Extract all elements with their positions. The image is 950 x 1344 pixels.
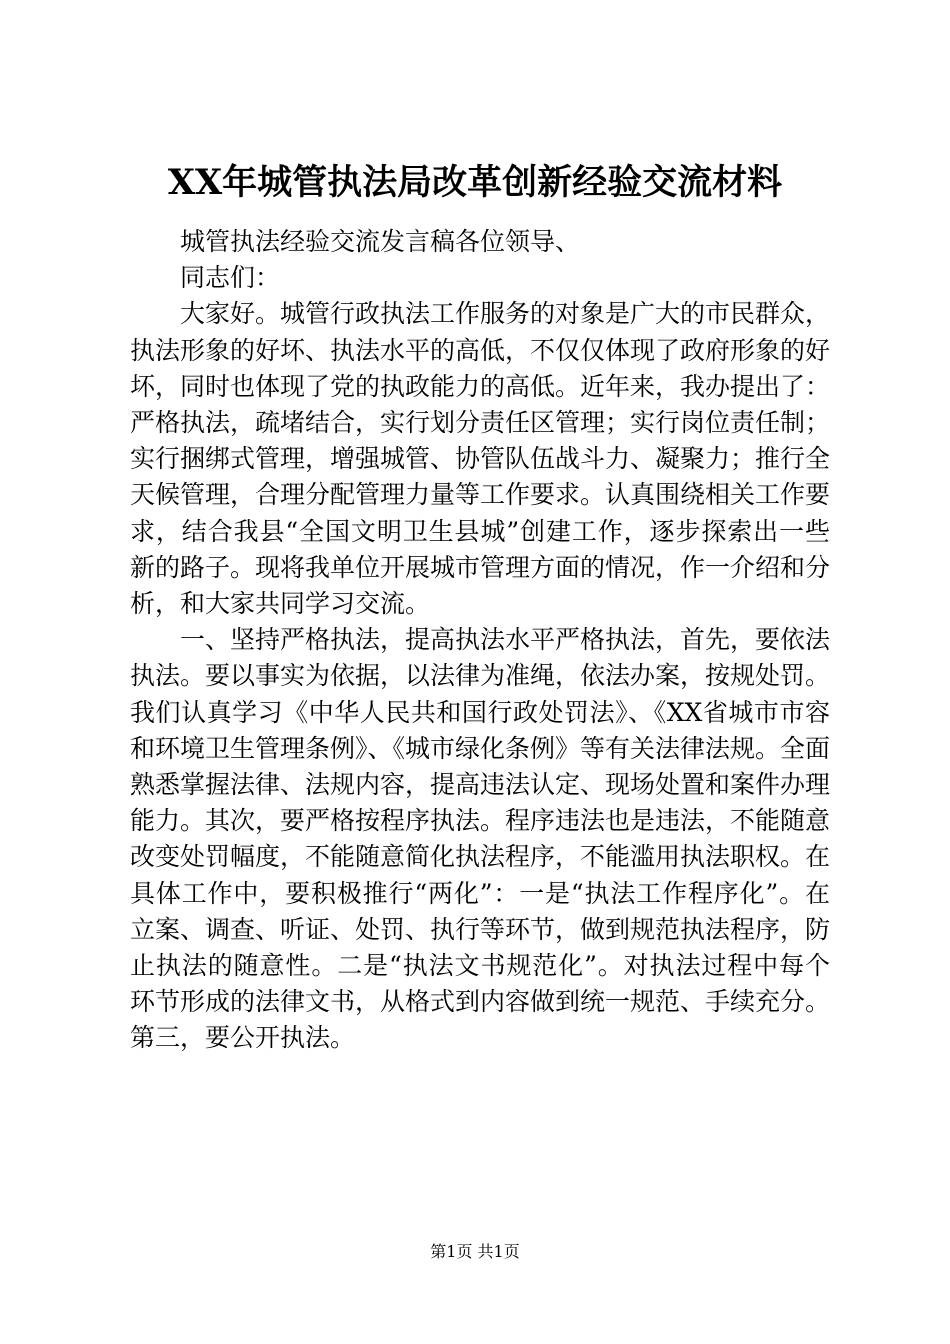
body-paragraph-section-1: 一、坚持严格执法，提高执法水平严格执法，首先，要依法执法。要以事实为依据，以法律为准绳，依法办案，按规处罚。我们认真学习《中华人民共和国行政处罚法》、《XX省城市市容和环境卫生管理条例》、《城市绿化条例》等有关法律法规。全面熟悉掌握法律、法规内容，提高违法认定、现场处置和案件办理能力。其次，要严格按程序执法。程序违法也是违法，不能随意改变处罚幅度，不能随意简化执法程序，不能滥用执法职权。在具体工作中，要积极推行“两化”：一是“执法工作程序化”。在立案、调查、听证、处罚、执行等环节，做到规范执法程序，防止执法的随意性。二是“执法文书规范化”。对执法过程中每个环节形成的法律文书，从格式到内容做到统一规范、手续充分。第三，要公开执法。 [130,625,831,1053]
page-number-footer: 第1页 共1页 [430,1242,520,1261]
document-body [130,224,830,1057]
salutation-line-1: 城管执法经验交流发言稿各位领导、 [180,227,581,256]
salutation-line-2: 同志们： [180,263,281,293]
body-paragraph-intro: 大家好。城管行政执法工作服务的对象是广大的市民群众，执法形象的好坏、执法水平的高低，不仅仅体现了政府形象的好坏，同时也体现了党的执政能力的高低。近年来，我办提出了：严格执法，疏堵结合，实行划分责任区管理；实行岗位责任制；实行捆绑式管理，增强城管、协管队伍战斗力、凝聚力；推行全天候管理，合理分配管理力量等工作要求。认真围绕相关工作要求，结合我县“全国文明卫生县城”创建工作，逐步探索出一些新的路子。现将我单位开展城市管理方面的情况，作一介绍和分析，和大家共同学习交流。 [130,299,831,619]
document-title: XX年城管执法局改革创新经验交流材料 [167,162,783,203]
